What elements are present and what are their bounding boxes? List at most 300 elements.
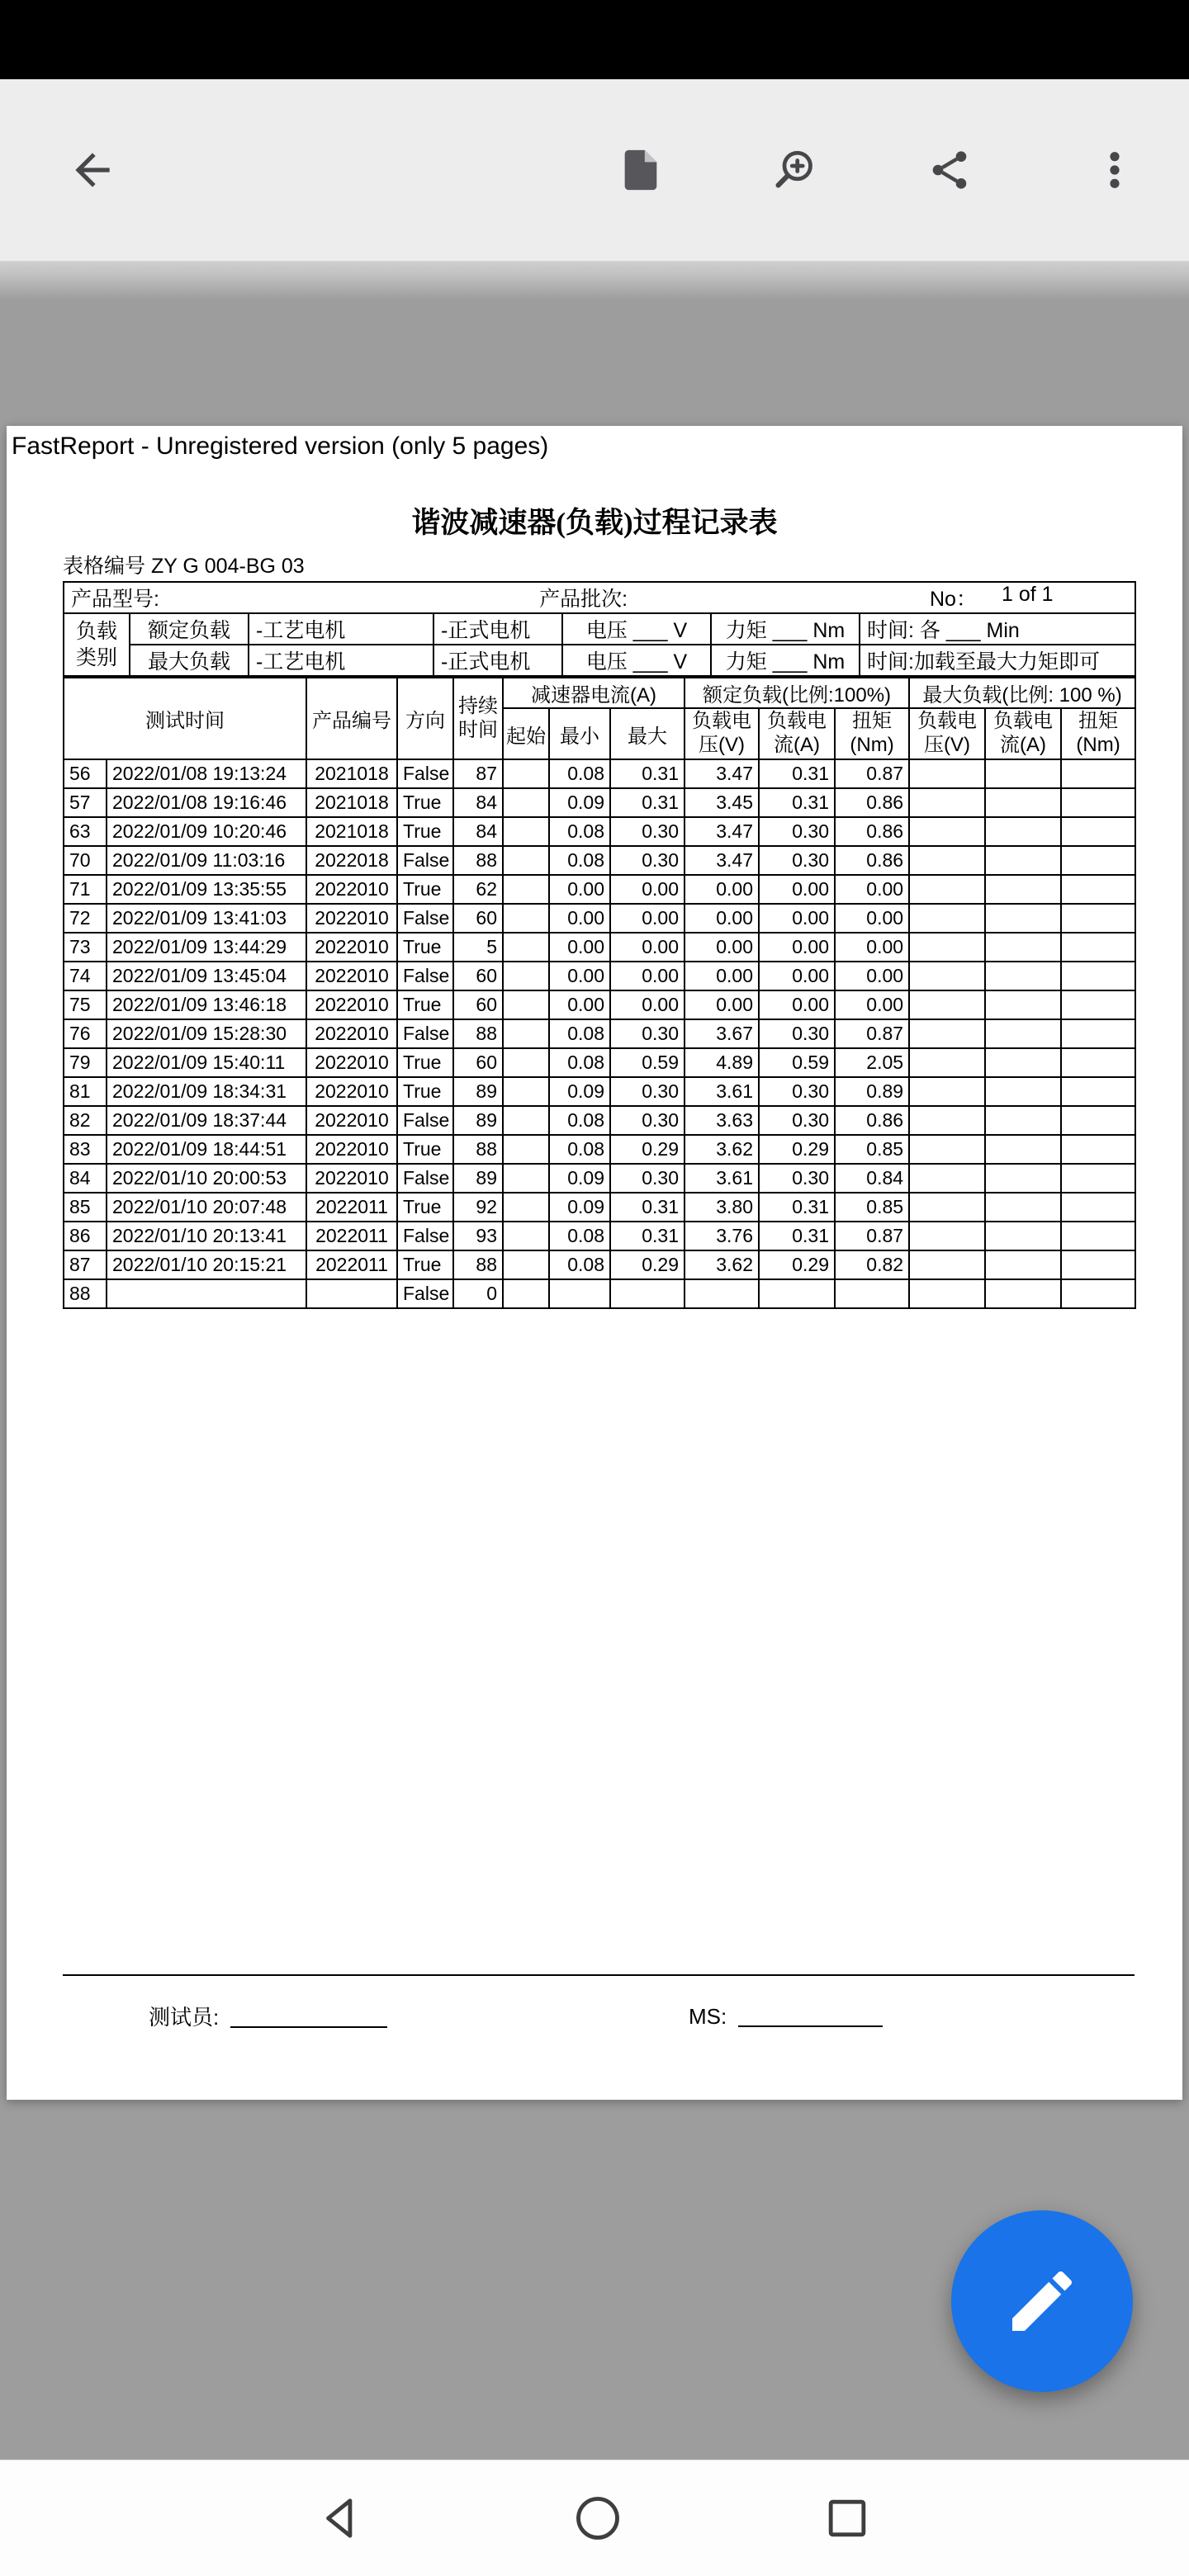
time-cell: 时间: 各 ___ Min [860, 613, 1135, 645]
record-cell [835, 1279, 909, 1308]
nav-recents-square-icon [819, 2490, 875, 2546]
record-cell [985, 817, 1061, 846]
record-cell: 0.00 [610, 962, 685, 990]
record-cell: 2022010 [306, 933, 397, 962]
record-cell: 2022/01/09 15:40:11 [107, 1048, 306, 1077]
record-cell: 0.31 [610, 1193, 685, 1222]
record-cell: 87 [453, 759, 503, 788]
record-row [64, 1106, 1135, 1135]
record-cell: 2022/01/10 20:13:41 [107, 1222, 306, 1250]
record-cell: 0.29 [610, 1250, 685, 1279]
record-cell: 2022/01/09 13:41:03 [107, 904, 306, 933]
record-cell: False [397, 759, 453, 788]
record-cell: 0.00 [835, 990, 909, 1019]
record-cell: 83 [64, 1135, 107, 1164]
tester-signature-blank [230, 2005, 387, 2028]
record-cell [503, 1135, 549, 1164]
col-direction: 方向 [397, 678, 453, 759]
record-cell: 88 [453, 1019, 503, 1048]
info-table [63, 581, 1136, 677]
col-maxload-current: 负载电 流(A) [985, 708, 1061, 759]
record-cell: 74 [64, 962, 107, 990]
record-cell: 2022010 [306, 962, 397, 990]
nav-back-button[interactable] [310, 2487, 373, 2550]
record-cell: 2022010 [306, 1077, 397, 1106]
record-cell: 0.00 [835, 875, 909, 904]
record-cell: 0.31 [759, 759, 835, 788]
record-row [64, 1019, 1135, 1048]
formal-motor-cell: -正式电机 [433, 645, 562, 676]
record-cell [503, 846, 549, 875]
record-cell [909, 817, 985, 846]
record-cell [503, 1193, 549, 1222]
record-cell [503, 1048, 549, 1077]
record-cell: 0.30 [759, 817, 835, 846]
record-cell: 0.85 [835, 1135, 909, 1164]
record-cell: 81 [64, 1077, 107, 1106]
record-cell: 0.00 [835, 933, 909, 962]
record-cell: 89 [453, 1077, 503, 1106]
col-duration: 持续 时间 [453, 678, 503, 759]
voltage-cell: 电压 ___ V [562, 613, 711, 645]
load-type-cell: 最大负载 [130, 645, 249, 676]
android-nav-bar [0, 2460, 1189, 2576]
record-cell: 0.59 [759, 1048, 835, 1077]
record-cell: 3.80 [685, 1193, 759, 1222]
record-cell: 89 [453, 1164, 503, 1193]
record-row [64, 1250, 1135, 1279]
record-cell [909, 875, 985, 904]
record-cell: 0.30 [759, 1077, 835, 1106]
record-row [64, 1048, 1135, 1077]
record-cell: 92 [453, 1193, 503, 1222]
record-cell: 0.31 [759, 788, 835, 817]
record-cell: 84 [453, 817, 503, 846]
process-motor-cell: -工艺电机 [249, 613, 433, 645]
record-cell: 0.00 [549, 904, 610, 933]
record-cell: 0.08 [549, 1135, 610, 1164]
record-cell: 2022/01/10 20:00:53 [107, 1164, 306, 1193]
record-cell [909, 846, 985, 875]
record-cell: 0.00 [685, 990, 759, 1019]
record-cell: 56 [64, 759, 107, 788]
record-cell: True [397, 817, 453, 846]
record-cell: 0.82 [835, 1250, 909, 1279]
record-cell: 0.00 [549, 933, 610, 962]
record-cell: 2022010 [306, 1164, 397, 1193]
col-product-no: 产品编号 [306, 678, 397, 759]
record-cell: 0.00 [835, 904, 909, 933]
record-cell: 0.08 [549, 1048, 610, 1077]
record-cell: 0.00 [759, 962, 835, 990]
record-cell: 2022/01/09 18:37:44 [107, 1106, 306, 1135]
record-cell: 0.08 [549, 846, 610, 875]
record-cell [985, 990, 1061, 1019]
record-cell [1061, 759, 1135, 788]
record-cell [1061, 788, 1135, 817]
record-cell: 0.31 [610, 1222, 685, 1250]
group-rated-load: 额定负载(比例:100%) [685, 678, 909, 708]
record-cell: 0.09 [549, 788, 610, 817]
share-button[interactable] [918, 139, 981, 201]
record-cell: 4.89 [685, 1048, 759, 1077]
record-cell: 0.30 [759, 1164, 835, 1193]
record-cell: 3.63 [685, 1106, 759, 1135]
record-cell: 71 [64, 875, 107, 904]
record-cell [107, 1279, 306, 1308]
record-cell [985, 788, 1061, 817]
record-cell: 3.62 [685, 1135, 759, 1164]
edit-fab[interactable] [951, 2210, 1133, 2392]
record-cell: 0.89 [835, 1077, 909, 1106]
record-row [64, 1077, 1135, 1106]
record-cell [909, 1193, 985, 1222]
record-cell: 0.30 [759, 846, 835, 875]
record-row [64, 759, 1135, 788]
record-cell: 75 [64, 990, 107, 1019]
record-cell: 82 [64, 1106, 107, 1135]
record-cell [1061, 875, 1135, 904]
record-cell [503, 1077, 549, 1106]
record-cell: 0.30 [610, 817, 685, 846]
record-cell: True [397, 1135, 453, 1164]
formal-motor-cell: -正式电机 [433, 613, 562, 645]
record-cell: 79 [64, 1048, 107, 1077]
record-cell: 5 [453, 933, 503, 962]
record-cell [503, 1019, 549, 1048]
record-cell [985, 1193, 1061, 1222]
record-cell: 0 [453, 1279, 503, 1308]
record-cell: 3.45 [685, 788, 759, 817]
record-row [64, 1279, 1135, 1308]
nav-home-button[interactable] [566, 2487, 629, 2550]
record-cell: 0.09 [549, 1193, 610, 1222]
record-cell: 0.30 [610, 1077, 685, 1106]
page-number [930, 583, 1054, 612]
record-cell: 60 [453, 962, 503, 990]
record-cell [503, 1164, 549, 1193]
record-row [64, 933, 1135, 962]
col-maxload-voltage: 负载电 压(V) [909, 708, 985, 759]
record-cell: 93 [453, 1222, 503, 1250]
record-cell: 2022/01/09 13:45:04 [107, 962, 306, 990]
record-cell: False [397, 1279, 453, 1308]
record-cell [909, 1250, 985, 1279]
nav-recents-button[interactable] [816, 2487, 879, 2550]
record-cell: False [397, 1222, 453, 1250]
record-cell [909, 1279, 985, 1308]
fastreport-watermark: FastReport - Unregistered version (only 5 pages) [12, 432, 549, 460]
record-cell: 63 [64, 817, 107, 846]
record-cell [909, 904, 985, 933]
record-cell: 0.30 [610, 846, 685, 875]
record-cell: 2022/01/09 11:03:16 [107, 846, 306, 875]
record-cell [1061, 1250, 1135, 1279]
record-row [64, 817, 1135, 846]
nav-back-triangle-icon [314, 2490, 370, 2546]
record-cell [503, 933, 549, 962]
record-cell [985, 1106, 1061, 1135]
record-cell [1061, 1164, 1135, 1193]
record-cell: True [397, 1193, 453, 1222]
record-cell [503, 1106, 549, 1135]
record-cell [909, 759, 985, 788]
record-cell: 3.47 [685, 817, 759, 846]
record-cell: 3.67 [685, 1019, 759, 1048]
header-row-groups [64, 678, 1135, 708]
record-cell [985, 962, 1061, 990]
record-cell [985, 846, 1061, 875]
record-cell: 2022/01/09 13:46:18 [107, 990, 306, 1019]
record-cell: False [397, 904, 453, 933]
record-cell: 0.59 [610, 1048, 685, 1077]
document-viewer[interactable] [0, 261, 1189, 2460]
record-cell: 2022/01/09 13:35:55 [107, 875, 306, 904]
process-motor-cell: -工艺电机 [249, 645, 433, 676]
record-cell: True [397, 1048, 453, 1077]
col-maxload-torque: 扭矩 (Nm) [1061, 708, 1135, 759]
meta-row [64, 582, 1135, 613]
record-cell [1061, 962, 1135, 990]
record-cell [685, 1279, 759, 1308]
record-cell: 84 [453, 788, 503, 817]
record-cell [503, 962, 549, 990]
record-cell: False [397, 1106, 453, 1135]
record-cell: 3.62 [685, 1250, 759, 1279]
record-cell: 2022010 [306, 1135, 397, 1164]
record-cell: 0.86 [835, 846, 909, 875]
record-cell [1061, 817, 1135, 846]
record-cell [909, 1135, 985, 1164]
record-cell: 3.47 [685, 759, 759, 788]
record-cell: 0.29 [759, 1250, 835, 1279]
back-button[interactable] [61, 139, 124, 201]
record-cell: True [397, 788, 453, 817]
record-cell [909, 788, 985, 817]
record-cell: 73 [64, 933, 107, 962]
record-cell [909, 1106, 985, 1135]
status-bar [0, 0, 1189, 79]
col-rated-voltage: 负载电 压(V) [685, 708, 759, 759]
record-cell: 0.29 [610, 1135, 685, 1164]
overflow-menu-button[interactable] [1083, 139, 1146, 201]
record-cell: 0.86 [835, 817, 909, 846]
record-cell: 2022018 [306, 846, 397, 875]
meta-cell [64, 582, 1135, 613]
record-cell: 0.00 [685, 962, 759, 990]
record-cell: 60 [453, 904, 503, 933]
record-cell [909, 1222, 985, 1250]
record-row [64, 846, 1135, 875]
voltage-cell: 电压 ___ V [562, 645, 711, 676]
record-cell: 62 [453, 875, 503, 904]
load-type-cell: 额定负载 [130, 613, 249, 645]
load-spec-row-max [64, 645, 1135, 676]
record-cell [909, 1019, 985, 1048]
record-cell [985, 1250, 1061, 1279]
record-cell: 0.86 [835, 1106, 909, 1135]
more-vertical-icon [1092, 147, 1138, 193]
record-cell: 0.09 [549, 1164, 610, 1193]
record-row [64, 1222, 1135, 1250]
col-rated-torque: 扭矩 (Nm) [835, 708, 909, 759]
record-cell: 0.08 [549, 1250, 610, 1279]
record-cell [985, 1279, 1061, 1308]
record-cell: True [397, 875, 453, 904]
record-cell: False [397, 962, 453, 990]
tester-signature: 测试员: [149, 2001, 387, 2031]
torque-cell: 力矩 ___ Nm [711, 645, 860, 676]
record-cell: 86 [64, 1222, 107, 1250]
record-cell: 0.00 [759, 990, 835, 1019]
record-cell [985, 759, 1061, 788]
record-cell: 0.85 [835, 1193, 909, 1222]
record-cell: 2022/01/09 13:44:29 [107, 933, 306, 962]
record-cell: 0.00 [610, 904, 685, 933]
record-cell: 0.31 [759, 1193, 835, 1222]
record-cell: 0.30 [610, 1164, 685, 1193]
record-cell: 60 [453, 990, 503, 1019]
record-cell [503, 1279, 549, 1308]
record-cell: 2022010 [306, 1048, 397, 1077]
record-cell: 60 [453, 1048, 503, 1077]
pencil-icon [1002, 2262, 1082, 2341]
record-cell [1061, 1193, 1135, 1222]
record-cell: 0.30 [610, 1019, 685, 1048]
arrow-left-icon [67, 144, 118, 196]
record-cell [1061, 1106, 1135, 1135]
share-icon [926, 147, 973, 193]
record-cell: True [397, 1077, 453, 1106]
record-cell [503, 817, 549, 846]
record-cell [985, 904, 1061, 933]
record-cell: 87 [64, 1250, 107, 1279]
record-cell: 2022010 [306, 1106, 397, 1135]
record-cell: 3.47 [685, 846, 759, 875]
col-test-time: 测试时间 [64, 678, 306, 759]
nav-home-circle-icon [570, 2490, 626, 2546]
record-cell: 0.09 [549, 1077, 610, 1106]
record-cell: 0.00 [759, 933, 835, 962]
record-cell: 2022010 [306, 990, 397, 1019]
record-cell [1061, 933, 1135, 962]
record-cell: 2022/01/10 20:15:21 [107, 1250, 306, 1279]
record-cell: 0.00 [549, 990, 610, 1019]
record-table [63, 677, 1136, 1309]
record-cell [909, 990, 985, 1019]
group-reducer-current: 减速器电流(A) [503, 678, 685, 708]
col-start: 起始 [503, 708, 549, 759]
time-cell: 时间:加载至最大力矩即可 [860, 645, 1135, 676]
product-batch-label: 产品批次: [539, 588, 628, 611]
record-cell [503, 1222, 549, 1250]
record-row [64, 990, 1135, 1019]
toolbar [0, 79, 1189, 262]
record-cell: 57 [64, 788, 107, 817]
record-cell: 70 [64, 846, 107, 875]
record-cell: 0.00 [759, 875, 835, 904]
record-cell: 2022/01/09 15:28:30 [107, 1019, 306, 1048]
product-model-label: 产品型号: [71, 588, 159, 611]
record-cell: 88 [453, 846, 503, 875]
ms-signature: MS: [689, 2001, 883, 2030]
form-number: 表格编号 ZY G 004-BG 03 [63, 555, 305, 578]
group-max-load: 最大负载(比例: 100 %) [909, 678, 1135, 708]
record-cell: 2021018 [306, 788, 397, 817]
record-row [64, 1135, 1135, 1164]
record-cell [909, 1164, 985, 1193]
document-pages-button[interactable] [609, 139, 672, 201]
record-cell: 0.00 [759, 904, 835, 933]
record-cell: 2022/01/09 10:20:46 [107, 817, 306, 846]
record-cell [985, 1048, 1061, 1077]
record-cell: 0.00 [685, 933, 759, 962]
record-cell [1061, 1222, 1135, 1250]
record-cell [985, 1077, 1061, 1106]
record-cell: 2022010 [306, 875, 397, 904]
record-cell [503, 788, 549, 817]
record-cell: 0.87 [835, 1222, 909, 1250]
record-cell: 84 [64, 1164, 107, 1193]
report-page [7, 426, 1182, 2100]
zoom-button[interactable] [763, 139, 826, 201]
torque-cell: 力矩 ___ Nm [711, 613, 860, 645]
record-cell: False [397, 846, 453, 875]
record-cell: 3.61 [685, 1164, 759, 1193]
record-cell: 0.08 [549, 1019, 610, 1048]
record-cell: 2022011 [306, 1193, 397, 1222]
record-cell [1061, 1279, 1135, 1308]
record-cell: 0.00 [610, 933, 685, 962]
document-icon [617, 146, 665, 194]
load-category-cell: 负载 类别 [64, 613, 130, 676]
record-cell: 2021018 [306, 817, 397, 846]
record-cell [985, 1019, 1061, 1048]
col-rated-current: 负载电 流(A) [759, 708, 835, 759]
record-cell: 2022/01/08 19:16:46 [107, 788, 306, 817]
record-cell: 0.30 [759, 1019, 835, 1048]
record-cell [1061, 1077, 1135, 1106]
ms-signature-blank [738, 2004, 883, 2027]
record-cell: 0.00 [549, 875, 610, 904]
load-spec-row-rated [64, 613, 1135, 645]
record-cell: 0.31 [759, 1222, 835, 1250]
record-cell: 2022/01/09 18:34:31 [107, 1077, 306, 1106]
record-cell: 2022011 [306, 1250, 397, 1279]
record-cell: 89 [453, 1106, 503, 1135]
record-cell: 85 [64, 1193, 107, 1222]
record-cell [985, 1164, 1061, 1193]
record-cell: 88 [64, 1279, 107, 1308]
record-cell [909, 962, 985, 990]
record-cell: 3.76 [685, 1222, 759, 1250]
record-cell: 2021018 [306, 759, 397, 788]
page-number-value: 1 of 1 [1001, 583, 1054, 606]
record-cell: 0.87 [835, 1019, 909, 1048]
record-cell [985, 875, 1061, 904]
record-cell: True [397, 933, 453, 962]
record-cell [1061, 1048, 1135, 1077]
record-cell: 0.00 [549, 962, 610, 990]
record-cell: False [397, 1019, 453, 1048]
record-row [64, 875, 1135, 904]
record-cell: 2022011 [306, 1222, 397, 1250]
record-cell: 0.86 [835, 788, 909, 817]
col-min: 最小 [549, 708, 610, 759]
record-cell [1061, 1135, 1135, 1164]
record-cell: 0.08 [549, 1222, 610, 1250]
record-cell [985, 1135, 1061, 1164]
